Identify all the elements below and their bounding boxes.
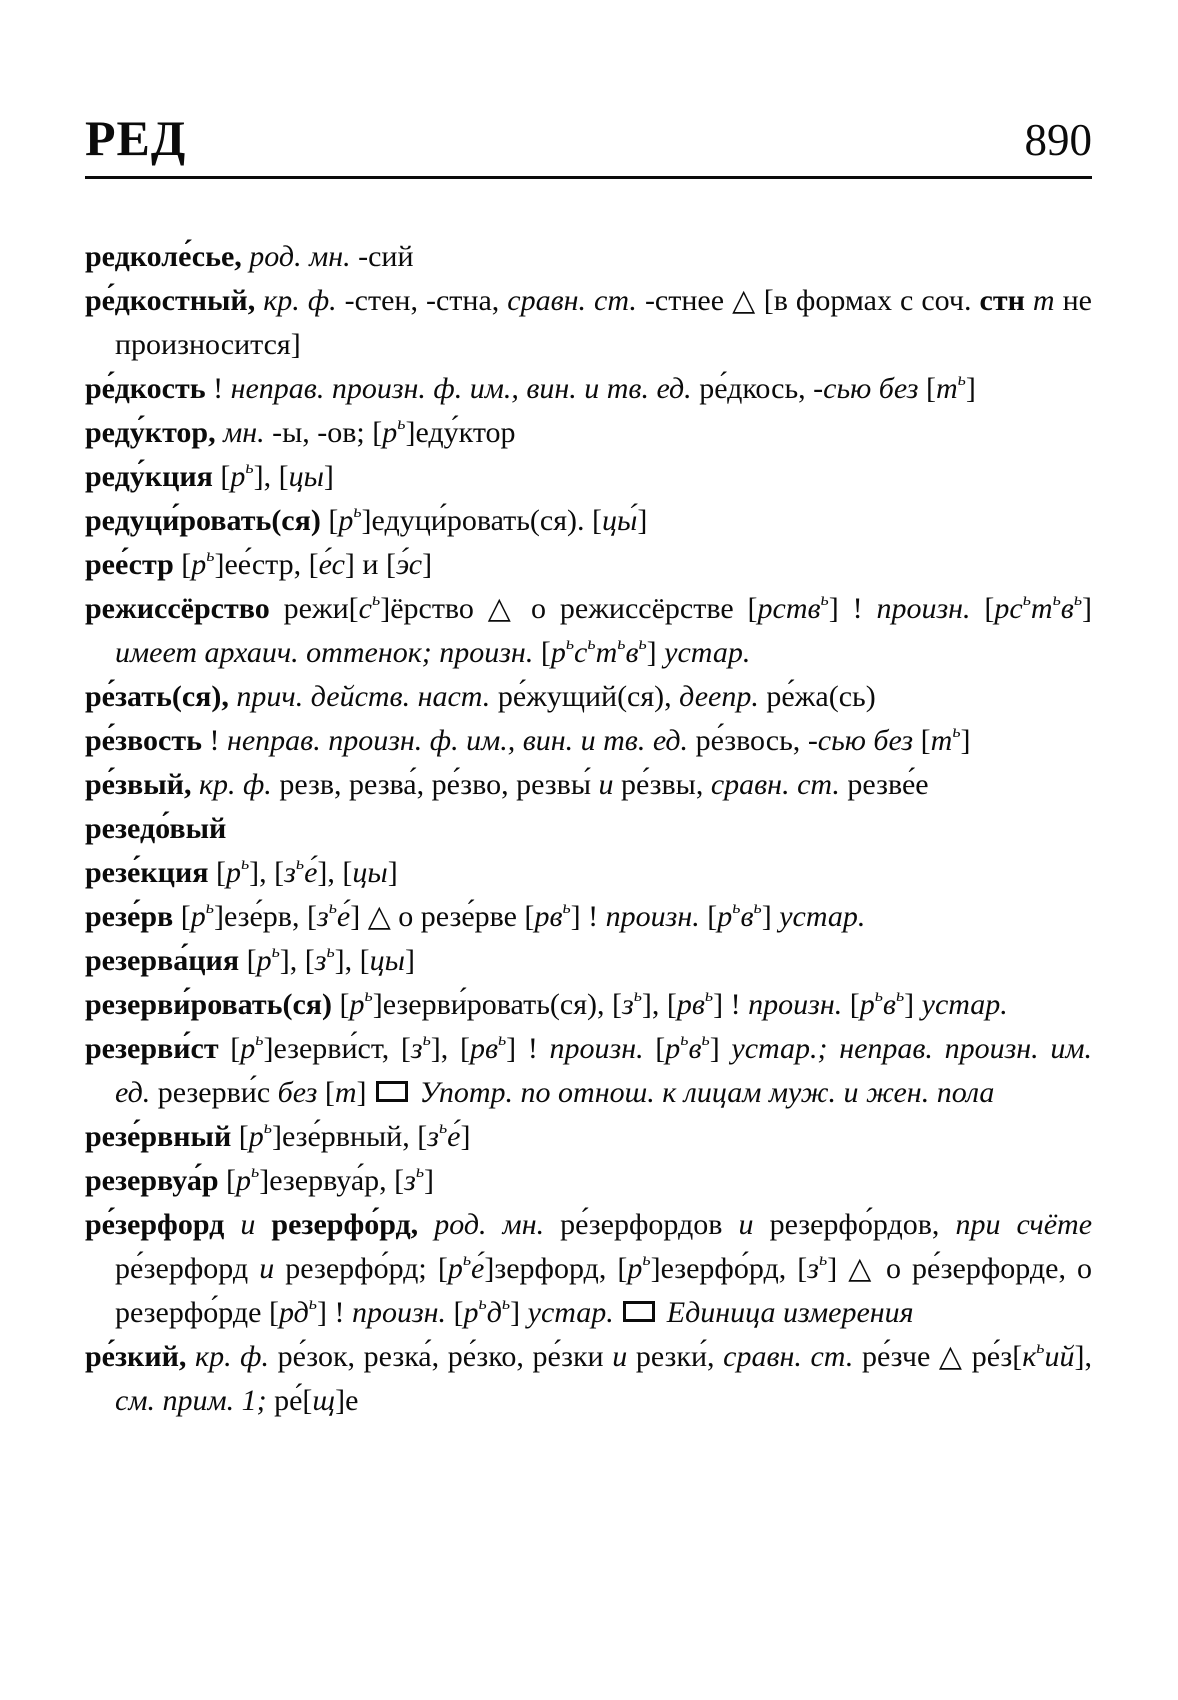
text-segment: кр. ф. bbox=[263, 284, 345, 317]
note-box-icon bbox=[376, 1081, 408, 1102]
dictionary-entry bbox=[85, 807, 1092, 851]
text-segment: ь bbox=[819, 1249, 828, 1269]
dictionary-entry bbox=[85, 587, 1092, 675]
headword: ре́зерфорд bbox=[85, 1208, 241, 1241]
text-segment: р bbox=[665, 1032, 681, 1065]
dictionary-entry bbox=[85, 983, 1092, 1027]
text-segment: ь bbox=[497, 1029, 507, 1049]
text-segment: р bbox=[859, 988, 875, 1021]
text-segment: р bbox=[240, 1032, 256, 1065]
text-segment: ь bbox=[422, 1029, 431, 1049]
text-segment: ь bbox=[633, 985, 642, 1005]
text-segment: -ы, -ов; [ bbox=[272, 416, 383, 449]
text-segment: ь bbox=[462, 1249, 472, 1269]
text-segment: при счёте bbox=[955, 1208, 1093, 1241]
text-segment: ь bbox=[952, 721, 961, 741]
text-segment: ]езе́рвный, [ bbox=[271, 1120, 428, 1153]
text-segment: произн. bbox=[876, 592, 985, 625]
text-segment: е́ bbox=[447, 1120, 461, 1153]
text-segment: [ bbox=[180, 900, 191, 933]
text-segment: ь bbox=[1052, 589, 1061, 609]
text-segment: ре́зче △ ре́з[ bbox=[861, 1340, 1023, 1373]
text-segment: ], [ bbox=[641, 988, 677, 1021]
text-segment: -стнее △ [в формах с соч. bbox=[644, 284, 980, 317]
text-segment: р bbox=[191, 548, 207, 581]
text-segment: сравн. ст. bbox=[723, 1340, 862, 1373]
text-segment: ], [ bbox=[430, 1032, 470, 1065]
text-segment: [ bbox=[220, 460, 231, 493]
dictionary-entry bbox=[85, 1335, 1092, 1423]
text-segment: и bbox=[598, 768, 621, 801]
text-segment: произн. bbox=[549, 1032, 656, 1065]
text-segment: [ bbox=[655, 1032, 666, 1065]
text-segment: устар. bbox=[664, 636, 751, 669]
text-segment: Употр. по отнош. к лицам муж. и жен. пола bbox=[412, 1076, 995, 1109]
text-segment: ь bbox=[364, 985, 373, 1005]
text-segment: ь bbox=[353, 501, 362, 521]
text-segment: р bbox=[627, 1252, 643, 1285]
text-segment: з bbox=[314, 944, 327, 977]
text-segment: с bbox=[574, 636, 588, 669]
text-segment: [ bbox=[707, 900, 718, 933]
text-segment: ь bbox=[206, 545, 215, 565]
headword: рее́стр bbox=[85, 548, 182, 581]
text-segment: т bbox=[595, 636, 618, 669]
dictionary-entry bbox=[85, 895, 1092, 939]
text-segment: ]езе́рв, [ bbox=[213, 900, 317, 933]
dictionary-entry bbox=[85, 279, 1092, 367]
text-segment: ре́зерфорд bbox=[115, 1252, 260, 1285]
text-segment: Единица измерения bbox=[659, 1296, 914, 1329]
text-segment: не произносится] bbox=[115, 284, 1092, 361]
text-segment: ь bbox=[704, 985, 714, 1005]
text-segment: рс bbox=[994, 592, 1023, 625]
text-segment: ]езерфо́рд, [ bbox=[650, 1252, 808, 1285]
text-segment: ь bbox=[501, 1293, 511, 1313]
dictionary-entry bbox=[85, 235, 1092, 279]
text-segment: [ bbox=[181, 548, 192, 581]
text-segment: з bbox=[404, 1164, 416, 1197]
text-segment: е́ bbox=[471, 1252, 485, 1285]
text-segment: ], [ bbox=[317, 856, 353, 889]
text-segment: ре́жа(сь) bbox=[766, 680, 876, 713]
text-segment: ь bbox=[1073, 589, 1083, 609]
text-segment: е́ bbox=[336, 900, 351, 933]
text-segment: з bbox=[621, 988, 634, 1021]
text-segment: ] bbox=[422, 548, 433, 581]
text-segment: [ bbox=[328, 504, 339, 537]
text-segment: ] bbox=[709, 1032, 732, 1065]
text-segment: устар. bbox=[527, 1296, 622, 1329]
dictionary-entry bbox=[85, 939, 1092, 983]
headword: резедо́вый bbox=[85, 812, 227, 845]
text-segment: в bbox=[625, 636, 639, 669]
text-segment: режи[ bbox=[283, 592, 359, 625]
text-segment: см. прим. 1; bbox=[115, 1384, 275, 1417]
text-segment: ь bbox=[205, 897, 214, 917]
text-segment: ! bbox=[209, 724, 227, 757]
dictionary-entry bbox=[85, 1203, 1092, 1335]
text-segment: ь bbox=[753, 897, 762, 917]
text-segment: ь bbox=[240, 853, 250, 873]
dictionary-entries bbox=[85, 235, 1092, 1423]
text-segment: р bbox=[190, 900, 206, 933]
text-segment: ], [ bbox=[249, 856, 285, 889]
text-segment: устар. bbox=[779, 900, 866, 933]
headword: резе́рв bbox=[85, 900, 181, 933]
text-segment: ре́[ bbox=[274, 1384, 313, 1417]
text-segment: ий bbox=[1044, 1340, 1075, 1373]
text-segment: ] bbox=[460, 1120, 471, 1153]
text-segment: в bbox=[740, 900, 754, 933]
text-segment: ь bbox=[820, 589, 829, 609]
text-segment: ь bbox=[263, 1117, 272, 1137]
text-segment: р bbox=[256, 944, 272, 977]
text-segment: ] ! bbox=[316, 1296, 352, 1329]
text-segment: ]езерви́ст, [ bbox=[263, 1032, 411, 1065]
text-segment: р bbox=[463, 1296, 479, 1329]
text-segment: е́ bbox=[304, 856, 318, 889]
text-segment: произн. bbox=[605, 900, 708, 933]
text-segment: ре́жущий(ся), bbox=[497, 680, 680, 713]
text-segment: неправ. произн. ф. им., вин. и тв. ед. bbox=[230, 372, 700, 405]
dictionary-entry bbox=[85, 1159, 1092, 1203]
text-segment: ] ! bbox=[828, 592, 877, 625]
headword: ре́зать(ся), bbox=[85, 680, 237, 713]
text-segment: ], [ bbox=[253, 460, 289, 493]
text-segment: ], [ bbox=[279, 944, 315, 977]
text-segment: щ bbox=[312, 1384, 336, 1417]
dictionary-entry bbox=[85, 763, 1092, 807]
text-segment: резве́е bbox=[847, 768, 929, 801]
text-segment: резерфо́рд; [ bbox=[285, 1252, 448, 1285]
text-segment: устар.; неправ. произн. им. ед. bbox=[115, 1032, 1092, 1109]
text-segment: [ bbox=[984, 592, 995, 625]
text-segment: ь bbox=[478, 1293, 487, 1313]
text-segment: ] △ о резе́рве [ bbox=[350, 900, 535, 933]
text-segment: р bbox=[225, 856, 241, 889]
text-segment: без bbox=[277, 1076, 325, 1109]
headword: резервуа́р bbox=[85, 1164, 227, 1197]
text-segment: ] и [ bbox=[344, 548, 396, 581]
text-segment: ] bbox=[323, 460, 334, 493]
text-segment: и bbox=[612, 1340, 636, 1373]
text-segment: ь bbox=[415, 1161, 425, 1181]
text-segment: ]еду́ктор bbox=[405, 416, 516, 449]
text-segment: ]езервуа́р, [ bbox=[259, 1164, 405, 1197]
text-segment: ], [ bbox=[334, 944, 370, 977]
dictionary-entry bbox=[85, 455, 1092, 499]
text-segment: стн bbox=[979, 284, 1033, 317]
text-segment: имеет архаич. оттенок; произн. bbox=[115, 636, 541, 669]
headword: ре́дкостный, bbox=[85, 284, 264, 317]
dictionary-entry bbox=[85, 543, 1092, 587]
dictionary-entry bbox=[85, 411, 1092, 455]
text-segment: рв bbox=[469, 1032, 498, 1065]
text-segment: з bbox=[284, 856, 296, 889]
text-segment: ь bbox=[397, 413, 406, 433]
headword: редколе́сье, bbox=[85, 240, 250, 273]
headword: резерви́ст bbox=[85, 1032, 231, 1065]
text-segment: ь bbox=[562, 897, 571, 917]
text-segment: [ bbox=[324, 1076, 335, 1109]
text-segment: ре́звы, bbox=[620, 768, 711, 801]
text-segment: рв bbox=[534, 900, 563, 933]
text-segment: рд bbox=[278, 1296, 309, 1329]
text-segment: устар. bbox=[921, 988, 1008, 1021]
headword: редуци́ровать(ся) bbox=[85, 504, 329, 537]
text-segment: ь bbox=[438, 1117, 448, 1137]
headword: ре́звый, bbox=[85, 768, 199, 801]
text-segment: ь bbox=[245, 457, 254, 477]
text-segment: ]ее́стр, [ bbox=[214, 548, 319, 581]
text-segment: -сий bbox=[358, 240, 414, 273]
text-segment: ь bbox=[642, 1249, 651, 1269]
text-segment: цы́ bbox=[602, 504, 638, 537]
text-segment: р bbox=[447, 1252, 463, 1285]
text-segment: р bbox=[248, 1120, 264, 1153]
text-segment: ]ёрство △ о режиссёрстве [ bbox=[380, 592, 758, 625]
text-segment: и bbox=[259, 1252, 286, 1285]
text-segment: резв, резва́, ре́зво, резвы́ bbox=[279, 768, 599, 801]
text-segment: т bbox=[1030, 592, 1053, 625]
page-number: 890 bbox=[1024, 115, 1092, 165]
text-segment: ь bbox=[255, 1029, 264, 1049]
text-segment: ] bbox=[424, 1164, 435, 1197]
text-segment: д bbox=[486, 1296, 502, 1329]
text-segment: в bbox=[688, 1032, 702, 1065]
text-segment: -сью без bbox=[813, 372, 926, 405]
text-segment: ] bbox=[904, 988, 922, 1021]
text-segment: [ bbox=[238, 1120, 249, 1153]
text-segment: ] bbox=[960, 724, 971, 757]
text-segment: ь bbox=[565, 633, 575, 653]
text-segment: и bbox=[738, 1208, 770, 1241]
text-segment: ь bbox=[617, 633, 626, 653]
text-segment: ] bbox=[356, 1076, 375, 1109]
text-segment: [ bbox=[540, 636, 551, 669]
text-segment: ] ! bbox=[713, 988, 749, 1021]
text-segment: рв bbox=[676, 988, 705, 1021]
text-segment: ь bbox=[701, 1029, 710, 1049]
text-segment: с bbox=[358, 592, 372, 625]
text-segment: [ bbox=[849, 988, 860, 1021]
text-segment: ь bbox=[587, 633, 596, 653]
text-segment: е́с bbox=[318, 548, 345, 581]
headword: режиссёрство bbox=[85, 592, 284, 625]
dictionary-entry bbox=[85, 499, 1092, 543]
text-segment: р bbox=[717, 900, 733, 933]
text-segment: неправ. произн. ф. им., вин. и тв. ед. bbox=[226, 724, 696, 757]
text-segment: з bbox=[427, 1120, 439, 1153]
text-segment: цы bbox=[352, 856, 388, 889]
text-segment: ] bbox=[646, 636, 665, 669]
running-head: РЕД bbox=[85, 110, 187, 166]
text-segment: ] bbox=[965, 372, 976, 405]
text-segment: р bbox=[236, 1164, 252, 1197]
headword: реду́ктор, bbox=[85, 416, 224, 449]
text-segment: ь bbox=[326, 941, 335, 961]
text-segment: резерфо́рдов, bbox=[769, 1208, 956, 1241]
text-segment: [ bbox=[453, 1296, 464, 1329]
note-box-icon bbox=[623, 1301, 655, 1322]
text-segment: [ bbox=[226, 1164, 237, 1197]
text-segment: сравн. ст. bbox=[507, 284, 645, 317]
dictionary-entry bbox=[85, 1115, 1092, 1159]
text-segment: [ bbox=[215, 856, 226, 889]
text-segment: кр. ф. bbox=[195, 1340, 278, 1373]
text-segment: р bbox=[550, 636, 566, 669]
text-segment: [ bbox=[920, 724, 931, 757]
text-segment: ь bbox=[308, 1293, 317, 1313]
text-segment: ь bbox=[680, 1029, 689, 1049]
text-segment: ]е bbox=[335, 1384, 359, 1417]
text-segment: ] bbox=[761, 900, 780, 933]
dictionary-entry bbox=[85, 675, 1092, 719]
text-segment: [ bbox=[230, 1032, 241, 1065]
text-segment: ь bbox=[732, 897, 741, 917]
text-segment: ] bbox=[404, 944, 415, 977]
text-segment: в bbox=[1060, 592, 1074, 625]
text-segment: ] bbox=[637, 504, 648, 537]
text-segment: ь bbox=[372, 589, 381, 609]
text-segment: деепр. bbox=[679, 680, 767, 713]
headword: резерви́ровать(ся) bbox=[85, 988, 340, 1021]
text-segment: в bbox=[882, 988, 896, 1021]
text-segment: к bbox=[1022, 1340, 1037, 1373]
dictionary-entry bbox=[85, 851, 1092, 895]
text-segment: ь bbox=[895, 985, 905, 1005]
headword: реду́кция bbox=[85, 460, 221, 493]
text-segment: произн. bbox=[351, 1296, 454, 1329]
text-segment: ь bbox=[328, 897, 337, 917]
text-segment: ь bbox=[271, 941, 280, 961]
text-segment: з bbox=[410, 1032, 423, 1065]
text-segment: ь bbox=[251, 1161, 260, 1181]
text-segment: сравн. ст. bbox=[710, 768, 848, 801]
text-segment: [ bbox=[246, 944, 257, 977]
text-segment: -сью без bbox=[807, 724, 921, 757]
dictionary-entry bbox=[85, 1027, 1092, 1115]
text-segment: ]езерви́ровать(ся), [ bbox=[372, 988, 622, 1021]
text-segment: ]зерфорд, [ bbox=[484, 1252, 628, 1285]
text-segment: ] ! bbox=[506, 1032, 550, 1065]
headword: резе́рвный bbox=[85, 1120, 239, 1153]
text-segment: ь bbox=[638, 633, 647, 653]
text-segment: ! bbox=[213, 372, 231, 405]
dictionary-entry bbox=[85, 367, 1092, 411]
text-segment: р bbox=[338, 504, 354, 537]
text-segment: ], bbox=[1074, 1340, 1092, 1373]
text-segment: -стен, -стна, bbox=[344, 284, 508, 317]
text-segment: рств bbox=[757, 592, 821, 625]
text-segment: род. мн. bbox=[434, 1208, 561, 1241]
text-segment: э́с bbox=[395, 548, 423, 581]
header-rule bbox=[85, 176, 1092, 179]
text-segment: род. мн. bbox=[249, 240, 359, 273]
text-segment: ь bbox=[957, 369, 966, 389]
text-segment: т bbox=[930, 724, 953, 757]
text-segment: ь bbox=[874, 985, 883, 1005]
text-segment: ре́звось, bbox=[695, 724, 808, 757]
text-segment: [ bbox=[926, 372, 936, 405]
text-segment: з bbox=[316, 900, 329, 933]
text-segment: и bbox=[240, 1208, 272, 1241]
dictionary-entry bbox=[85, 719, 1092, 763]
text-segment: т bbox=[936, 372, 958, 405]
text-segment: цы bbox=[369, 944, 405, 977]
text-segment: [ bbox=[339, 988, 350, 1021]
headword: ре́звость bbox=[85, 724, 210, 757]
text-segment: р bbox=[382, 416, 398, 449]
text-segment: р bbox=[230, 460, 246, 493]
headword: ре́зкий, bbox=[85, 1340, 196, 1373]
text-segment: ] bbox=[510, 1296, 528, 1329]
text-segment: цы bbox=[288, 460, 324, 493]
text-segment: ре́зерфордов bbox=[560, 1208, 739, 1241]
headword: ре́дкость bbox=[85, 372, 214, 405]
text-segment: ь bbox=[1022, 589, 1031, 609]
text-segment: произн. bbox=[748, 988, 850, 1021]
text-segment: з bbox=[807, 1252, 819, 1285]
text-segment: ] ! bbox=[570, 900, 606, 933]
text-segment: мн. bbox=[223, 416, 273, 449]
text-segment: прич. действ. наст. bbox=[236, 680, 498, 713]
text-segment: т bbox=[1032, 284, 1063, 317]
text-segment: р bbox=[349, 988, 365, 1021]
text-segment: ]едуци́ровать(ся). [ bbox=[361, 504, 603, 537]
text-segment: ь bbox=[1036, 1337, 1045, 1357]
text-segment: ре́зок, резка́, ре́зко, ре́зки bbox=[277, 1340, 613, 1373]
text-segment: т bbox=[334, 1076, 357, 1109]
text-segment: ре́дкось, bbox=[699, 372, 814, 405]
text-segment: резерви́с bbox=[157, 1076, 278, 1109]
text-segment: ] bbox=[1082, 592, 1093, 625]
text-segment: ь bbox=[295, 853, 305, 873]
text-segment: резерфо́рд, bbox=[271, 1208, 435, 1241]
page-header bbox=[85, 112, 1092, 164]
headword: резерва́ция bbox=[85, 944, 247, 977]
text-segment: ] △ о ре́зерфорде, о резерфо́рде [ bbox=[115, 1252, 1093, 1329]
text-segment: ] bbox=[387, 856, 398, 889]
headword: резе́кция bbox=[85, 856, 216, 889]
text-segment: кр. ф. bbox=[198, 768, 280, 801]
text-segment: резки́, bbox=[635, 1340, 724, 1373]
